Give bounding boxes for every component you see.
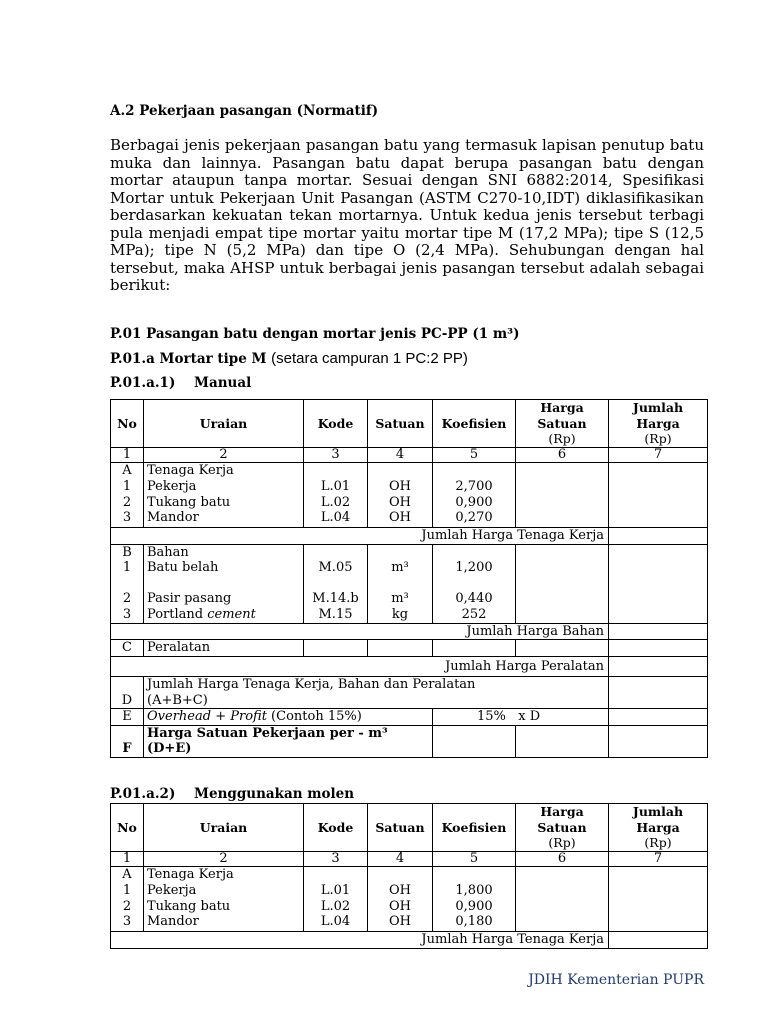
item-code: M.14.b	[312, 591, 359, 607]
group-d-row	[111, 677, 708, 709]
group-b-row	[111, 544, 708, 623]
group-e-row	[111, 709, 708, 726]
cement-italic: cement	[207, 607, 256, 623]
group-a-nos	[111, 463, 144, 528]
group-a-total-row	[111, 932, 708, 949]
header-harga-satuan	[516, 804, 609, 852]
header-harga-satuan-rp: (Rp)	[548, 835, 576, 851]
colnum: 3	[304, 448, 368, 463]
item-coef: 0,440	[455, 591, 493, 607]
header-harga-satuan-rp: (Rp)	[548, 431, 576, 447]
colnum: 5	[433, 852, 516, 867]
group-a-kode	[304, 463, 368, 528]
item-code: L.04	[320, 914, 351, 930]
item-coef: 252	[461, 607, 487, 623]
group-b-koefisien	[433, 544, 516, 623]
column-number-row	[111, 448, 708, 463]
group-f-label	[144, 725, 433, 757]
row-no: 1	[122, 478, 132, 494]
group-b-total-value	[609, 623, 708, 640]
header-jumlah-harga-label: Jumlah Harga	[632, 804, 684, 835]
group-a-row	[111, 867, 708, 932]
item-coef: 2,700	[455, 478, 493, 494]
item-coef: 0,180	[455, 914, 493, 930]
group-title: Tenaga Kerja	[147, 463, 234, 478]
group-a-nos	[111, 867, 144, 932]
group-c-total-value	[609, 656, 708, 677]
ahsp-table-molen	[110, 803, 708, 949]
group-letter: F	[111, 725, 144, 757]
item-code: L.02	[320, 898, 351, 914]
group-b-total-row	[111, 623, 708, 640]
header-harga-satuan-label: Harga Satuan	[537, 804, 587, 835]
group-f-harga	[516, 725, 609, 757]
item-unit: m³	[391, 591, 409, 607]
item-name: Pekerja	[147, 882, 197, 898]
header-koefisien: Koefisien	[433, 804, 516, 852]
colnum: 2	[144, 448, 304, 463]
row-no: 2	[122, 591, 132, 607]
group-b-total-label: Jumlah Harga Bahan	[111, 623, 609, 640]
item-unit: OH	[389, 882, 411, 898]
group-f-line1: Harga Satuan Pekerjaan per - m³	[147, 725, 388, 741]
group-b-jumlah	[609, 544, 708, 623]
item-unit: OH	[389, 494, 411, 510]
colnum: 7	[609, 448, 708, 463]
row-no: 2	[122, 494, 132, 510]
item-name: Tukang batu	[147, 898, 231, 914]
group-a-koefisien	[433, 867, 516, 932]
group-a-jumlah	[609, 867, 708, 932]
header-kode: Kode	[304, 400, 368, 448]
group-b-uraian	[144, 544, 304, 623]
group-c-kode	[304, 640, 368, 657]
item-code: L.04	[320, 510, 351, 526]
header-koefisien: Koefisien	[433, 400, 516, 448]
header-uraian: Uraian	[144, 804, 304, 852]
colnum: 2	[144, 852, 304, 867]
group-letter: B	[122, 544, 132, 560]
group-c-satuan	[368, 640, 433, 657]
group-e-rate: 15% x D	[433, 709, 609, 726]
group-letter: A	[122, 867, 132, 882]
item-coef: 1,800	[455, 882, 493, 898]
item-code: M.05	[318, 560, 353, 576]
item-code: M.15	[318, 607, 353, 623]
ahsp-table-manual	[110, 399, 708, 758]
p01a-note: (setara campuran 1 PC:2 PP)	[271, 350, 468, 367]
group-b-nos	[111, 544, 144, 623]
p01a-title	[110, 350, 468, 367]
group-d-line1: Jumlah Harga Tenaga Kerja, Bahan dan Peralatan	[147, 677, 476, 693]
group-a-satuan	[368, 463, 433, 528]
group-a-total-label: Jumlah Harga Tenaga Kerja	[111, 528, 609, 545]
item-code: L.01	[320, 478, 351, 494]
row-no: 2	[122, 898, 132, 914]
item-coef: 0,270	[455, 510, 493, 526]
item-name: Pasir pasang	[147, 591, 232, 607]
group-b-satuan	[368, 544, 433, 623]
colnum: 1	[111, 852, 144, 867]
group-f-row	[111, 725, 708, 757]
header-jumlah-harga	[609, 804, 708, 852]
item-coef: 0,900	[455, 494, 493, 510]
group-e-label: Overhead + Profit (Contoh 15%)	[144, 709, 433, 726]
group-a-harga	[516, 867, 609, 932]
header-row	[111, 804, 708, 852]
group-title: Peralatan	[144, 640, 304, 657]
group-c-jumlah	[609, 640, 708, 657]
group-a-harga	[516, 463, 609, 528]
p01a2-title	[110, 786, 354, 802]
item-name: Batu belah	[147, 560, 219, 576]
header-jumlah-harga-rp: (Rp)	[644, 431, 672, 447]
header-kode: Kode	[304, 804, 368, 852]
row-no: 1	[122, 882, 132, 898]
colnum: 7	[609, 852, 708, 867]
p01a1-title	[110, 375, 251, 391]
overhead-italic: Overhead	[147, 709, 212, 725]
header-no: No	[111, 400, 144, 448]
group-a-total-label: Jumlah Harga Tenaga Kerja	[111, 932, 609, 949]
header-row	[111, 400, 708, 448]
group-a-koefisien	[433, 463, 516, 528]
group-title: Tenaga Kerja	[147, 867, 234, 882]
group-c-koefisien	[433, 640, 516, 657]
header-harga-satuan	[516, 400, 609, 448]
group-letter: D	[111, 677, 144, 709]
intro-paragraph: Berbagai jenis pekerjaan pasangan batu yang termasuk lapisan penutup batu muka dan lainnya. Pasangan batu dapat berupa pasangan batu dengan mortar ataupun tanpa mortar. Sesuai dengan SNI 6882:2014, Spesifikasi Mortar untuk Pekerjaan Unit Pasangan (ASTM C270-10,IDT) diklasifikasikan berdasarkan kekuatan tekan mortarnya. Untuk kedua jenis tersebut terbagi pula menjadi empat tipe mortar yaitu mortar tipe M (17,2 MPa); tipe S (12,5 MPa); tipe N (5,2 MPa) dan tipe O (2,4 MPa). Sehubungan dengan hal tersebut, maka AHSP untuk berbagai jenis pasangan tersebut adalah sebagai berikut:	[110, 136, 704, 294]
group-a-total-row	[111, 528, 708, 545]
colnum: 6	[516, 448, 609, 463]
p01a-title-text: P.01.a Mortar tipe M	[110, 351, 267, 367]
header-satuan: Satuan	[368, 804, 433, 852]
item-unit: kg	[391, 607, 409, 623]
group-a-jumlah	[609, 463, 708, 528]
group-f-value	[609, 725, 708, 757]
item-name: Pekerja	[147, 478, 197, 494]
group-c-total-label: Jumlah Harga Peralatan	[111, 656, 609, 677]
group-a-uraian	[144, 463, 304, 528]
header-jumlah-harga-label: Jumlah Harga	[632, 400, 684, 431]
group-f-coef	[433, 725, 516, 757]
group-d-label	[144, 677, 609, 709]
section-title: A.2 Pekerjaan pasangan (Normatif)	[110, 103, 379, 119]
group-letter: A	[122, 463, 132, 478]
item-name: Mandor	[147, 914, 199, 930]
header-harga-satuan-label: Harga Satuan	[537, 400, 587, 431]
group-f-line2: (D+E)	[147, 741, 192, 757]
colnum: 3	[304, 852, 368, 867]
p01a2-code: P.01.a.2)	[110, 786, 176, 802]
group-a-row	[111, 463, 708, 528]
p01a1-code: P.01.a.1)	[110, 375, 176, 391]
group-c-harga	[516, 640, 609, 657]
group-b-kode	[304, 544, 368, 623]
item-code: L.01	[320, 882, 351, 898]
colnum: 1	[111, 448, 144, 463]
header-jumlah-harga	[609, 400, 708, 448]
colnum: 4	[368, 448, 433, 463]
row-no: 3	[122, 914, 132, 930]
group-a-satuan	[368, 867, 433, 932]
p01-title: P.01 Pasangan batu dengan mortar jenis PC-PP (1 m³)	[110, 326, 520, 342]
group-d-line2: (A+B+C)	[147, 692, 208, 708]
group-a-kode	[304, 867, 368, 932]
item-unit: OH	[389, 898, 411, 914]
group-e-value	[609, 709, 708, 726]
item-unit: OH	[389, 914, 411, 930]
colnum: 6	[516, 852, 609, 867]
group-title: Bahan	[147, 544, 189, 560]
group-a-total-value	[609, 528, 708, 545]
group-a-total-value	[609, 932, 708, 949]
item-coef: 1,200	[455, 560, 493, 576]
group-c-total-row	[111, 656, 708, 677]
group-c-row	[111, 640, 708, 657]
header-uraian: Uraian	[144, 400, 304, 448]
item-code: L.02	[320, 494, 351, 510]
item-name: Tukang batu	[147, 494, 231, 510]
header-satuan: Satuan	[368, 400, 433, 448]
header-jumlah-harga-rp: (Rp)	[644, 835, 672, 851]
p01a2-label: Menggunakan molen	[194, 786, 355, 802]
profit-italic: Profit	[230, 709, 267, 725]
item-unit: OH	[389, 510, 411, 526]
colnum: 5	[433, 448, 516, 463]
column-number-row	[111, 852, 708, 867]
footer-text: JDIH Kementerian PUPR	[528, 972, 704, 988]
p01a1-label: Manual	[194, 375, 252, 391]
item-unit: OH	[389, 478, 411, 494]
group-letter: E	[111, 709, 144, 726]
group-d-value	[609, 677, 708, 709]
item-coef: 0,900	[455, 898, 493, 914]
header-no: No	[111, 804, 144, 852]
item-unit: m³	[391, 560, 409, 576]
group-a-uraian	[144, 867, 304, 932]
row-no: 3	[122, 607, 132, 623]
item-name: Portland cement	[147, 607, 256, 623]
row-no: 3	[122, 510, 132, 526]
item-name: Mandor	[147, 510, 199, 526]
row-no: 1	[122, 560, 132, 576]
group-b-harga	[516, 544, 609, 623]
colnum: 4	[368, 852, 433, 867]
group-letter: C	[111, 640, 144, 657]
